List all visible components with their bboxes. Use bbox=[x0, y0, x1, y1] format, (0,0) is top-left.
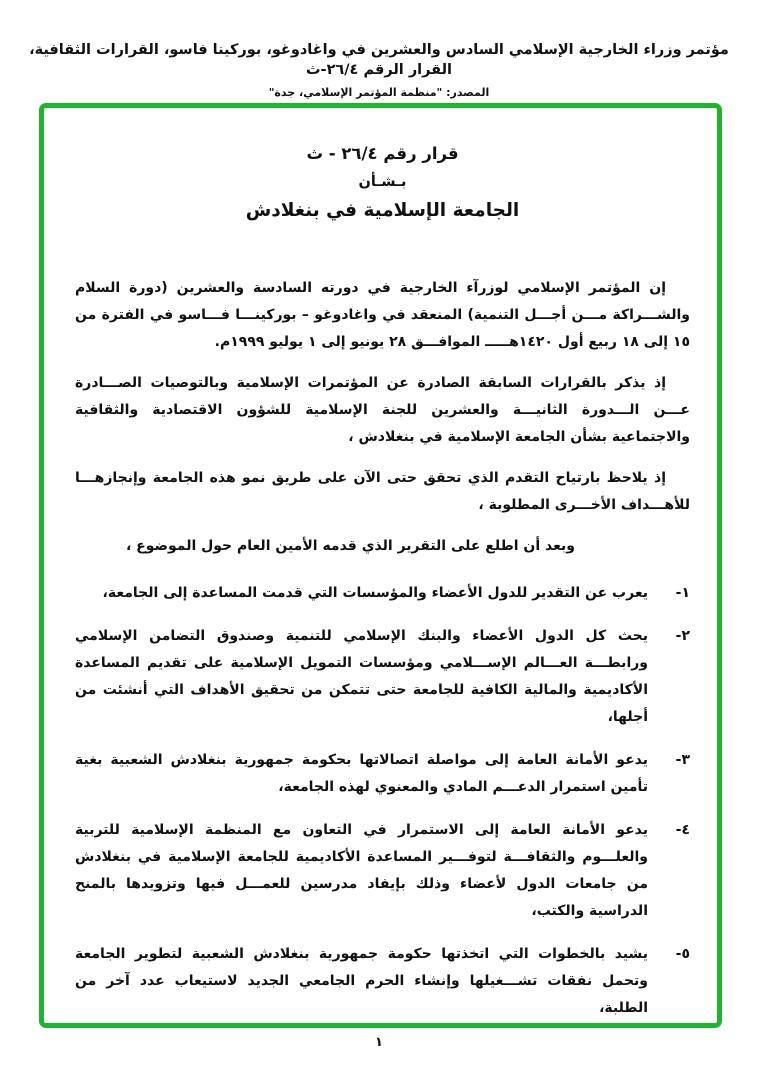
preamble-paragraph-1: إن المؤتمر الإسلامي لوزرآء الخارجية في دورته السادسة والعشرين (دورة السلام والشـــراكة مـــن أجـــل التنمية) المنعقد في واغادوغو – بوركينـــا فـــاسو في الفترة من ١٥ إلى ١٨ ربيع أول ١٤٢٠هـــــ الموافـــق ٢٨ يونيو إلى ١ يوليو ١٩٩٩م. bbox=[75, 280, 690, 350]
resolution-number-title: قرار رقم ٢٦/٤ - ث bbox=[306, 144, 459, 163]
item-text: يعرب عن التقدير للدول الأعضاء والمؤسسات التي قدمت المساعدة إلى الجامعة، bbox=[102, 585, 648, 601]
list-item-5 bbox=[75, 941, 690, 1022]
item-number: ٥- bbox=[675, 946, 690, 962]
preamble-paragraph-2: إذ يذكر بالقرارات السابقة الصادرة عن المؤتمرات الإسلامية وبالتوصيات الصـــادرة عـــن الـــدورة الثانيـــة والعشرين للجنة الإسلامية للشؤون الاقتصادية والثقافية والاجتماعية بشأن الجامعة الإسلامية في بنغلادش ، bbox=[75, 375, 690, 445]
title-block bbox=[75, 144, 690, 221]
list-item-1 bbox=[75, 580, 690, 607]
document-source-header: مؤتمر وزراء الخارجية الإسلامي السادس والعشرين في واغادوغو، بوركينا فاسو، القرارات الثقافية، القرار الرقم ٢٦/٤-ث bbox=[29, 42, 729, 78]
page-header bbox=[0, 40, 758, 99]
title-subject: الجامعة الإسلامية في بنغلادش bbox=[245, 200, 520, 221]
title-regarding: بـشـأن bbox=[358, 174, 407, 190]
resolution-highlight-box bbox=[39, 103, 722, 1028]
page-number: ١ bbox=[375, 1035, 383, 1050]
item-text: يشيد بالخطوات التي اتخذتها حكومة جمهورية بنغلادش الشعبية لتطوير الجامعة وتحمل نفقات تشـــغيلها وإنشاء الحرم الجامعي الجديد لاستيعاب عدد آخر من الطلبة، bbox=[75, 946, 648, 1016]
item-text: يدعو الأمانة العامة إلى الاستمرار في التعاون مع المنظمة الإسلامية للتربية والعلـــوم والثقافـــة لتوفـــير المساعدة الأكاديمية للجامعة الإسلامية في بنغلادش من جامعات الدول لأعضاء وذلك بإيفاد مدرسين للعمـــل فيها وتزويدها بالمنح الدراسية والكتب، bbox=[75, 822, 648, 919]
item-text: يحث كل الدول الأعضاء والبنك الإسلامي للتنمية وصندوق التضامن الإسلامي ورابطـــة العـــالم الإســـلامي ومؤسسات التمويل الإسلامية على تقديم المساعدة الأكاديمية والمالية الكافية للجامعة حتى تتمكن من تحقيق الأهداف التي أنشئت من أجلها، bbox=[75, 628, 648, 725]
item-text: يدعو الأمانة العامة إلى مواصلة اتصالاتها بحكومة جمهورية بنغلادش الشعبية بغية تأمين استمرار الدعـــم المادي والمعنوي لهذه الجامعة، bbox=[75, 752, 648, 795]
list-item-3 bbox=[75, 747, 690, 801]
item-number: ٤- bbox=[675, 822, 690, 838]
preamble-paragraph-4: وبعد أن اطلع على التقرير الذي قدمه الأمين العام حول الموضوع ، bbox=[125, 538, 575, 554]
item-number: ٣- bbox=[675, 752, 690, 768]
item-number: ٢- bbox=[675, 628, 690, 644]
resolution-body bbox=[75, 275, 690, 1022]
preamble-paragraph-3: إذ يلاحظ بارتياح التقدم الذي تحقق حتى الآن على طريق نمو هذه الجامعة وإنجازهـــا للأهـــداف الأخـــرى المطلوبة ، bbox=[75, 470, 690, 513]
list-item-4 bbox=[75, 817, 690, 925]
document-source-line: المصدر: "منظمة المؤتمر الإسلامي، جدة" bbox=[268, 86, 490, 99]
list-item-2 bbox=[75, 623, 690, 731]
item-number: ١- bbox=[675, 585, 690, 601]
